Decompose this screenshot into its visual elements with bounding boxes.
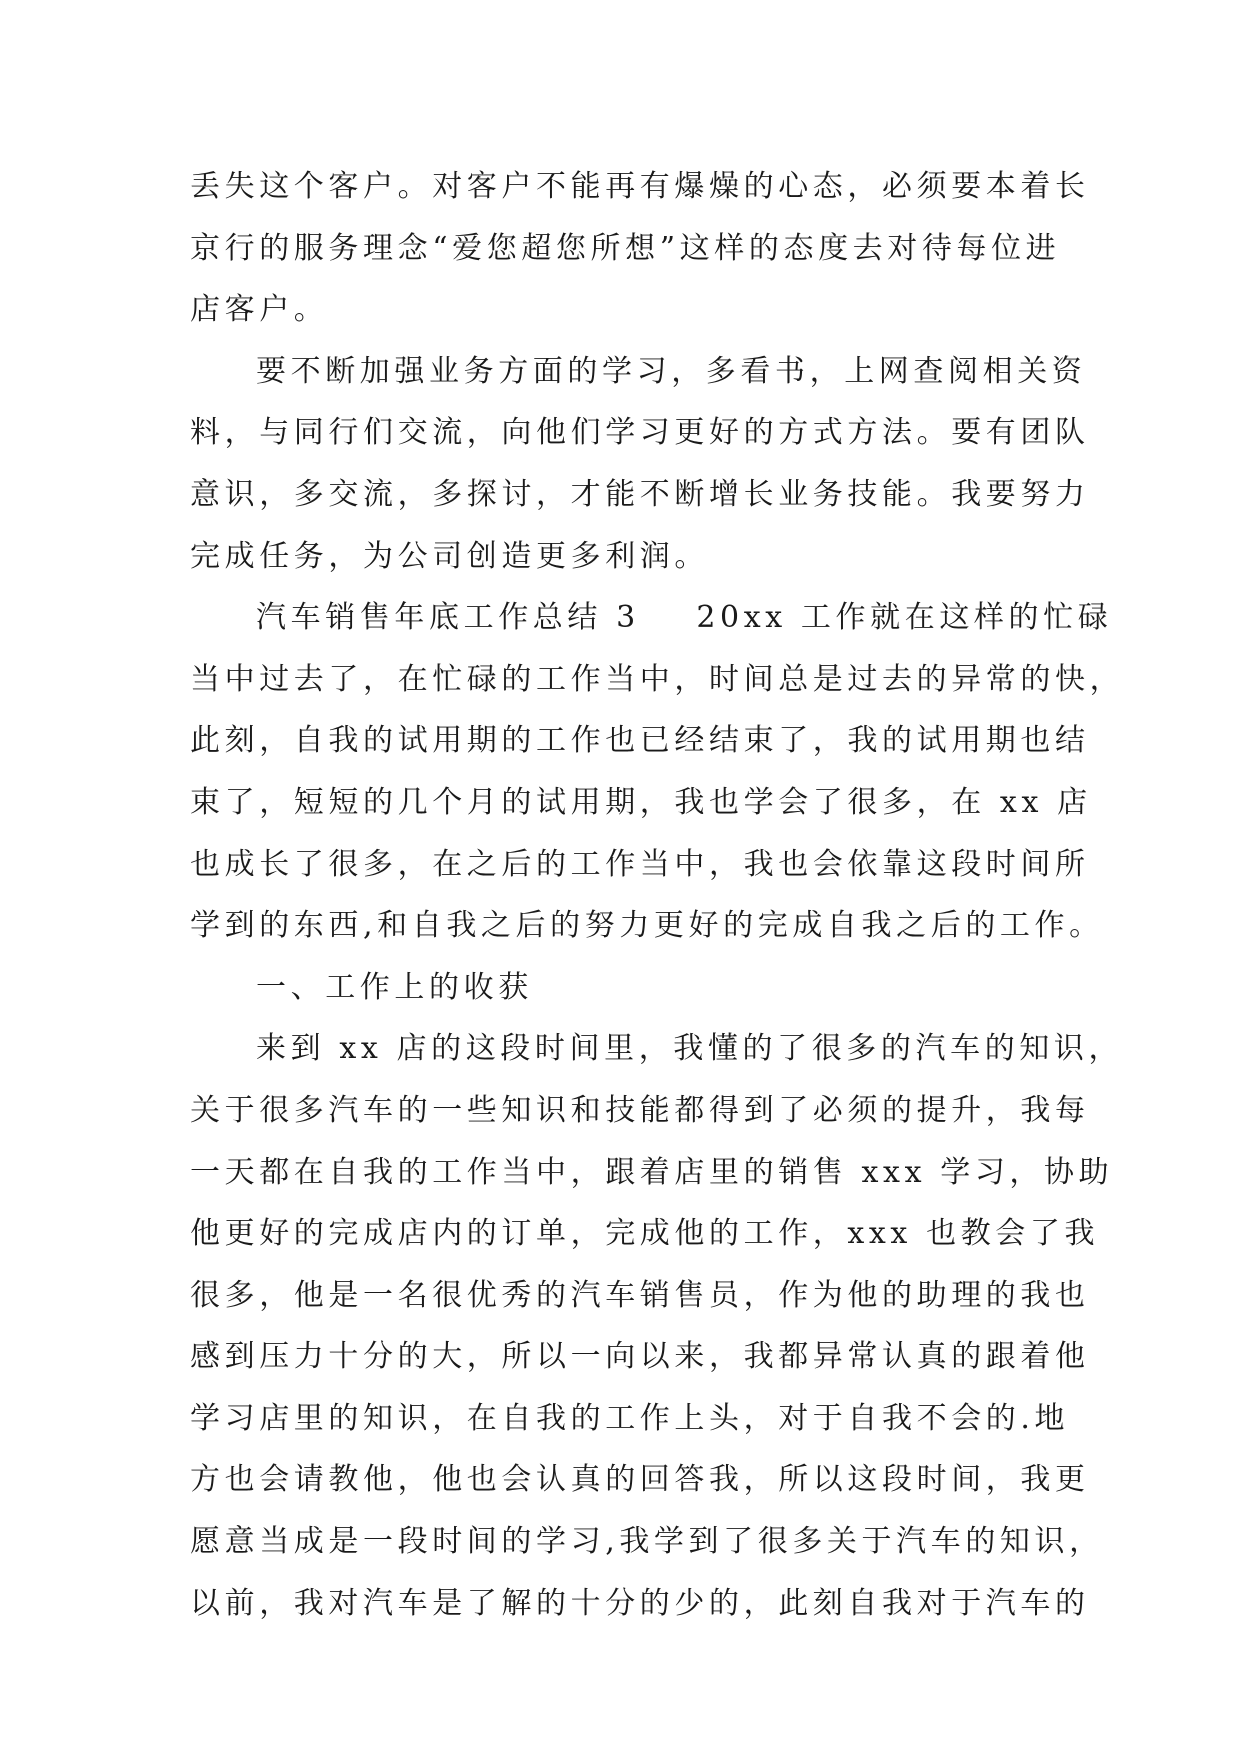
text-line: 关于很多汽车的一些知识和技能都得到了必须的提升，我每 xyxy=(190,1092,1090,1128)
paragraph-start-line: 要不断加强业务方面的学习，多看书，上网查阅相关资 xyxy=(256,353,1087,389)
text-line: 他更好的完成店内的订单，完成他的工作，xxx 也教会了我 xyxy=(190,1216,1100,1252)
text-line: 愿意当成是一段时间的学习,我学到了很多关于汽车的知识， xyxy=(190,1524,1104,1560)
text-line: 感到压力十分的大，所以一向以来，我都异常认真的跟着他 xyxy=(190,1339,1090,1375)
document-body xyxy=(190,156,1125,1634)
section-title-line: 汽车销售年底工作总结 3 20xx 工作就在这样的忙碌 xyxy=(256,600,1113,636)
text-line: 学到的东西,和自我之后的努力更好的完成自我之后的工作。 xyxy=(190,908,1104,944)
subheading-line: 一、工作上的收获 xyxy=(256,969,533,1005)
text-line: 此刻，自我的试用期的工作也已经结束了，我的试用期也结 xyxy=(190,723,1090,759)
text-line: 京行的服务理念“爱您超您所想”这样的态度去对待每位进 xyxy=(190,230,1061,266)
text-line: 当中过去了，在忙碌的工作当中，时间总是过去的异常的快， xyxy=(190,661,1125,697)
text-line: 也成长了很多，在之后的工作当中，我也会依靠这段时间所 xyxy=(190,846,1090,882)
text-line: 店客户。 xyxy=(190,292,329,328)
text-line: 很多，他是一名很优秀的汽车销售员，作为他的助理的我也 xyxy=(190,1277,1090,1313)
text-line: 丢失这个客户。对客户不能再有爆燥的心态，必须要本着长 xyxy=(190,169,1090,204)
text-line: 意识，多交流，多探讨，才能不断增长业务技能。我要努力 xyxy=(190,476,1090,512)
text-line: 完成任务，为公司创造更多利润。 xyxy=(190,538,709,574)
text-line: 以前，我对汽车是了解的十分的少的，此刻自我对于汽车的 xyxy=(190,1585,1090,1621)
text-line: 学习店里的知识，在自我的工作上头，对于自我不会的.地 xyxy=(190,1400,1070,1436)
text-line: 料，与同行们交流，向他们学习更好的方式方法。要有团队 xyxy=(190,415,1090,451)
text-line: 一天都在自我的工作当中，跟着店里的销售 xxx 学习，协助 xyxy=(190,1154,1114,1190)
paragraph-start-line: 来到 xx 店的这段时间里，我懂的了很多的汽车的知识， xyxy=(256,1031,1124,1067)
text-line: 方也会请教他，他也会认真的回答我，所以这段时间，我更 xyxy=(190,1462,1090,1498)
text-line: 束了，短短的几个月的试用期，我也学会了很多，在 xx 店 xyxy=(190,784,1092,820)
